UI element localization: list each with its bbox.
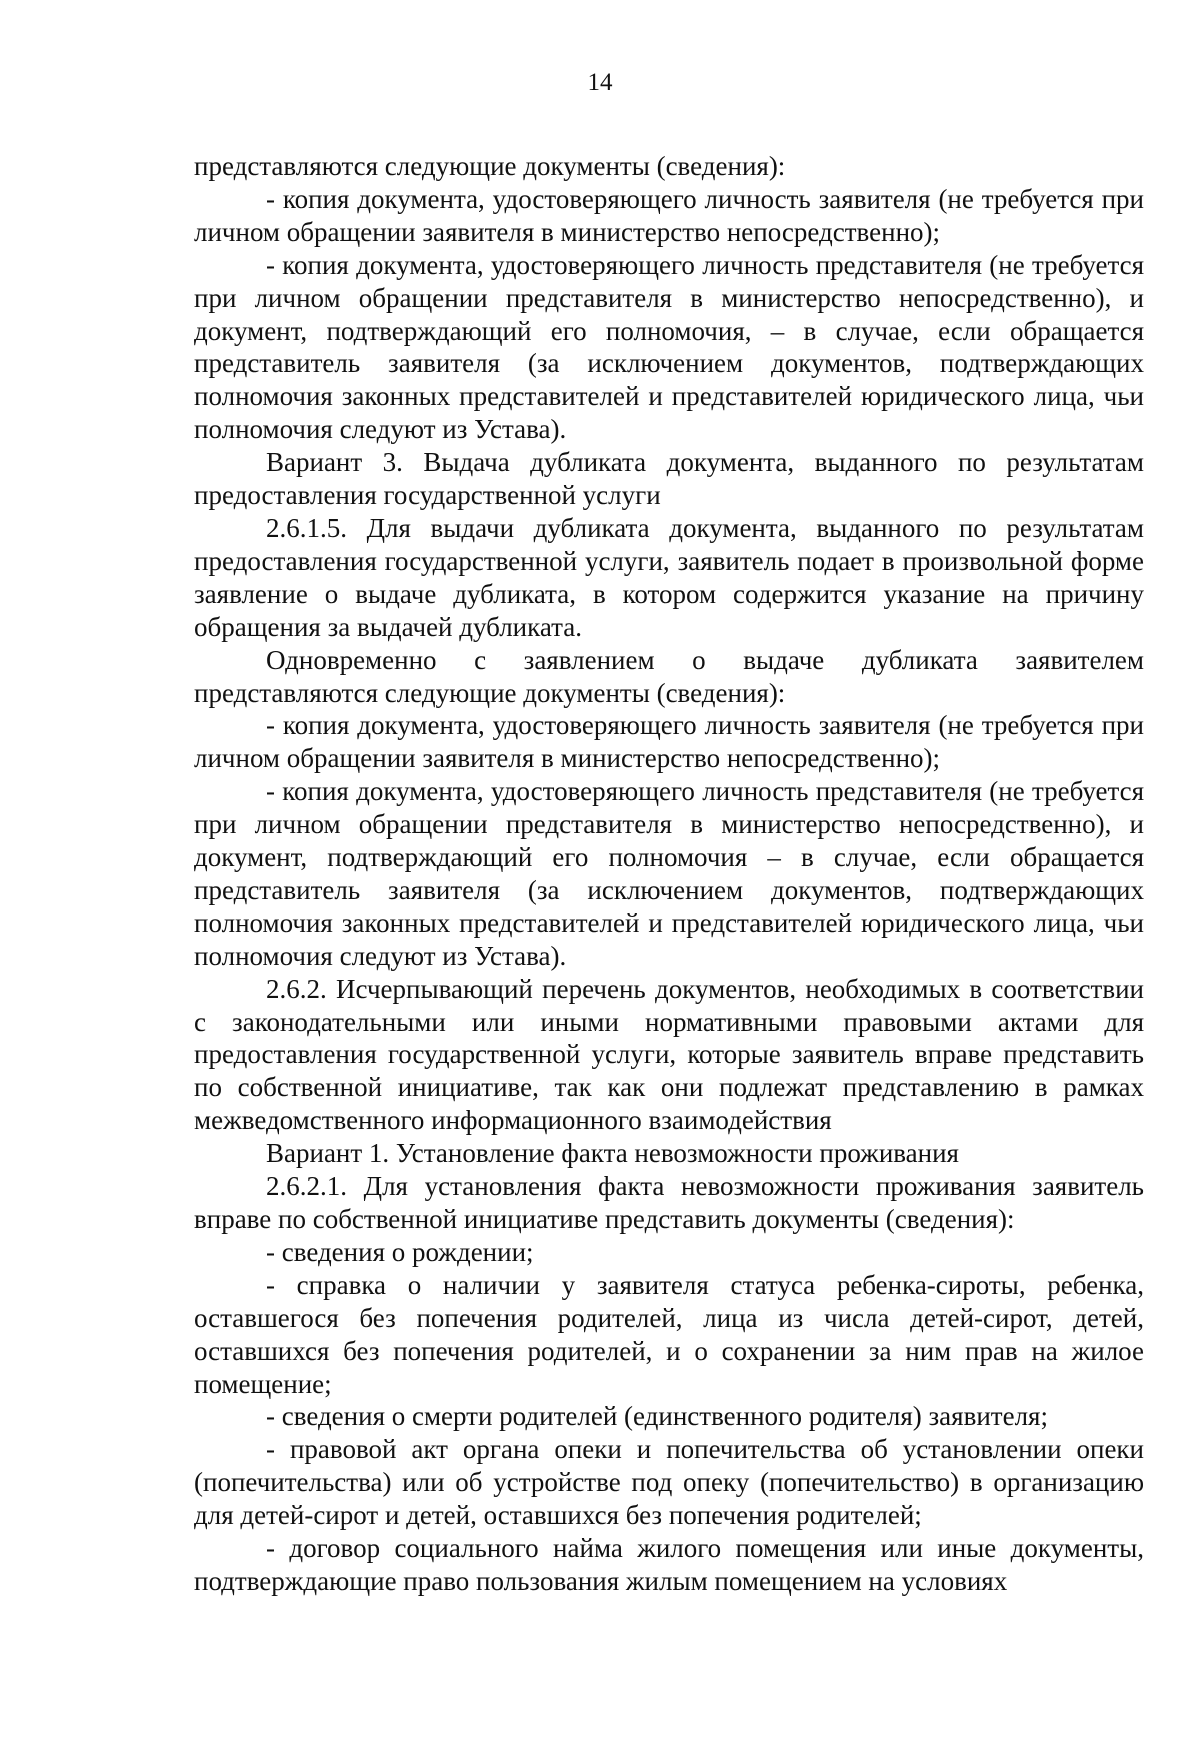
paragraph: 2.6.2. Исчерпывающий перечень документов, необходимых в соответствии с законодательными или иными нормативными правовыми актами для предоставления государственной услуги, которые заявитель вправе представить по собственной инициативе, так как они подлежат представлению в рамках межведомственного информационного взаимодействия	[194, 973, 1144, 1136]
paragraph: 2.6.1.5. Для выдачи дубликата документа, выданного по результатам предоставления государственной услуги, заявитель подает в произвольной форме заявление о выдаче дубликата, в котором содержится указание на причину обращения за выдачей дубликата.	[194, 512, 1144, 642]
paragraph: - копия документа, удостоверяющего личность заявителя (не требуется при личном обращении заявителя в министерство непосредственно);	[194, 183, 1144, 247]
paragraph: - сведения о смерти родителей (единственного родителя) заявителя;	[266, 1401, 1048, 1432]
paragraph: - договор социального найма жилого помещения или иные документы, подтверждающие право пользования жилым помещением на условиях	[194, 1533, 1144, 1596]
paragraph: - справка о наличии у заявителя статуса ребенка-сироты, ребенка, оставшегося без попечения родителей, лица из числа детей-сирот, детей, оставшихся без попечения родителей, и о сохранении за ним прав на жилое помещение;	[194, 1269, 1144, 1399]
paragraph: - сведения о рождении;	[266, 1236, 534, 1267]
paragraph: Вариант 1. Установление факта невозможности проживания	[266, 1138, 959, 1169]
document-body	[194, 150, 1144, 1598]
paragraph: - копия документа, удостоверяющего личность заявителя (не требуется при личном обращении заявителя в министерство непосредственно);	[194, 710, 1144, 774]
paragraph: - копия документа, удостоверяющего личность представителя (не требуется при личном обращении представителя в министерство непосредственно), и документ, подтверждающий его полномочия – в случае, если обращается представитель заявителя (за исключением документов, подтверждающих полномочия законных представителей и представителей юридического лица, чьи полномочия следуют из Устава).	[194, 776, 1144, 971]
paragraph: 2.6.2.1. Для установления факта невозможности проживания заявитель вправе по собственной инициативе представить документы (сведения):	[194, 1171, 1144, 1234]
paragraph: представляются следующие документы (сведения):	[194, 151, 786, 181]
paragraph: Одновременно с заявлением о выдаче дубликата заявителем представляются следующие документы (сведения):	[194, 644, 1144, 708]
page-number: 14	[587, 69, 613, 96]
paragraph: - правовой акт органа опеки и попечительства об установлении опеки (попечительства) или об устройстве под опеку (попечительство) в организацию для детей-сирот и детей, оставшихся без попечения родителей;	[194, 1434, 1144, 1531]
paragraph: Вариант 3. Выдача дубликата документа, выданного по результатам предоставления государственной услуги	[194, 447, 1144, 511]
paragraph: - копия документа, удостоверяющего личность представителя (не требуется при личном обращении представителя в министерство непосредственно), и документ, подтверждающий его полномочия, – в случае, если обращается представитель заявителя (за исключением документов, подтверждающих полномочия законных представителей и представителей юридического лица, чьи полномочия следуют из Устава).	[194, 249, 1144, 445]
